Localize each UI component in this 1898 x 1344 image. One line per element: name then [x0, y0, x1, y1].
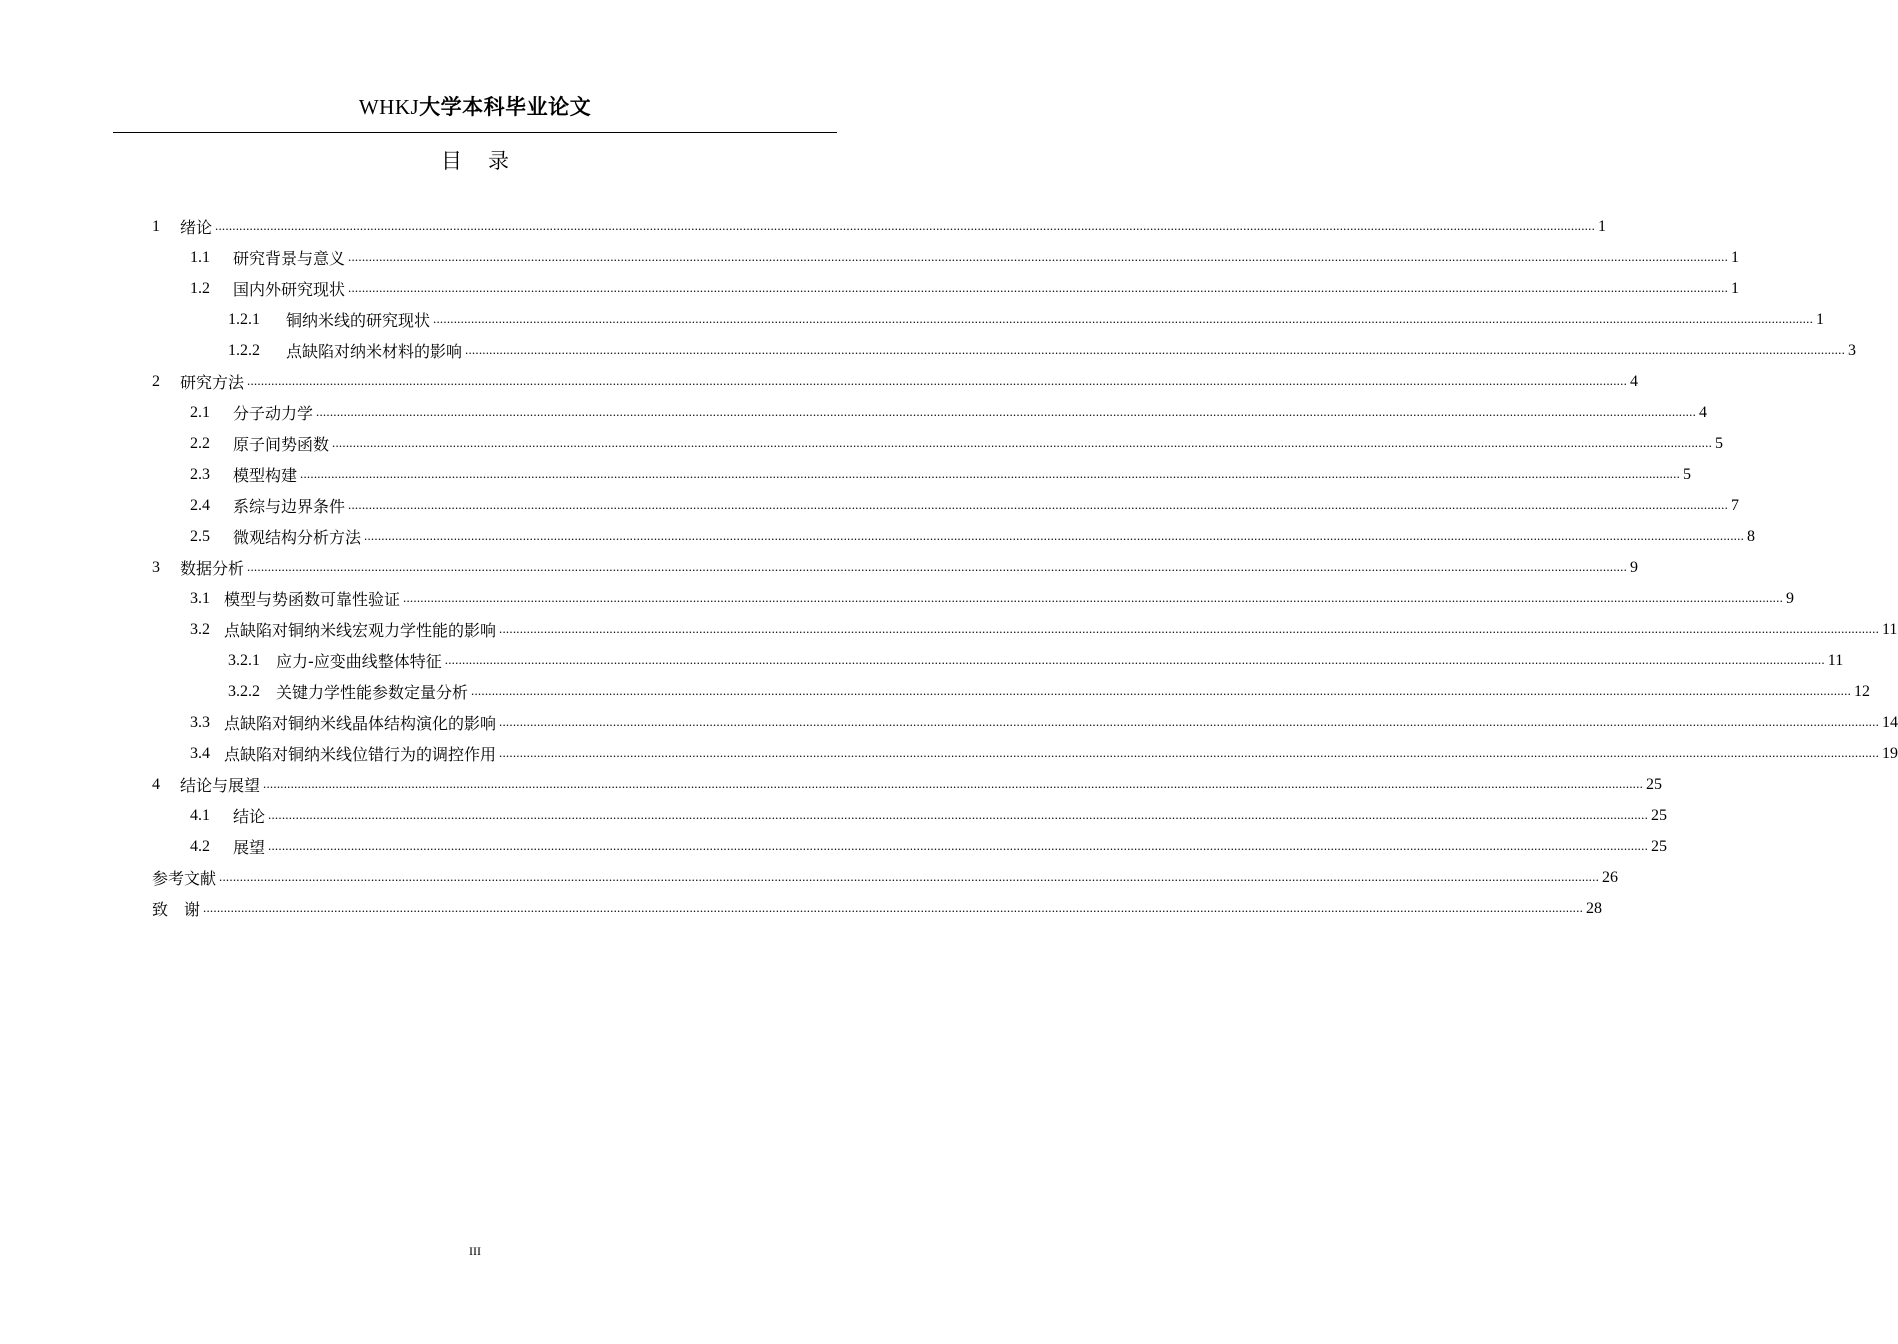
toc-entry-title: 展望	[233, 838, 266, 857]
toc-dot-leader: ................................................................................................................................................................................................................................................................................................................................................................................................................	[364, 527, 1745, 543]
toc-entry-number: 4	[152, 775, 160, 793]
toc-entry-number: 3.2.2	[228, 682, 260, 700]
toc-entry-number: 3.2	[190, 620, 210, 638]
toc-entry-title: 结论	[233, 807, 266, 826]
toc-entry-number: 2	[152, 372, 160, 390]
toc-entry-number: 2.1	[190, 403, 210, 421]
toc-entry-title: 系综与边界条件	[233, 497, 346, 516]
toc-entry-number: 3.2.1	[228, 651, 260, 669]
toc-entry[interactable]	[152, 335, 1857, 366]
toc-entry[interactable]	[152, 490, 1740, 521]
toc-entry[interactable]	[152, 273, 1740, 304]
toc-entry-page: 28	[1586, 899, 1603, 917]
toc-entry-page: 19	[1882, 744, 1898, 762]
toc-dot-leader: ................................................................................................................................................................................................................................................................................................................................................................................................................	[215, 217, 1596, 233]
toc-entry-number: 2.4	[190, 496, 210, 514]
toc-entry-page: 4	[1630, 372, 1639, 390]
toc-entry-page: 25	[1651, 837, 1668, 855]
toc-entry-title: 点缺陷对铜纳米线晶体结构演化的影响	[224, 714, 497, 733]
toc-dot-leader: ................................................................................................................................................................................................................................................................................................................................................................................................................	[268, 806, 1649, 822]
toc-dot-leader: ................................................................................................................................................................................................................................................................................................................................................................................................................	[465, 341, 1846, 357]
toc-entry-page: 1	[1598, 217, 1607, 235]
toc-entry-title: 致 谢	[152, 900, 201, 919]
toc-entry-page: 1	[1731, 279, 1740, 297]
toc-entry[interactable]	[152, 676, 1871, 707]
toc-entry[interactable]	[152, 738, 1898, 769]
running-header	[113, 92, 837, 122]
toc-entry-page: 1	[1816, 310, 1825, 328]
toc-entry-page: 8	[1747, 527, 1756, 545]
toc-entry[interactable]	[152, 242, 1740, 273]
toc-entry-page: 12	[1854, 682, 1871, 700]
toc-entry-number: 1.1	[190, 248, 210, 266]
toc-entry-page: 5	[1683, 465, 1692, 483]
toc-entry-number: 4.1	[190, 806, 210, 824]
toc-dot-leader: ................................................................................................................................................................................................................................................................................................................................................................................................................	[316, 403, 1697, 419]
toc-entry-page: 11	[1827, 651, 1844, 669]
toc-entry-title: 原子间势函数	[233, 435, 330, 454]
table-of-contents	[152, 211, 1898, 924]
toc-entry-title: 参考文献	[152, 869, 217, 888]
toc-dot-leader: ................................................................................................................................................................................................................................................................................................................................................................................................................	[403, 589, 1784, 605]
toc-dot-leader: ................................................................................................................................................................................................................................................................................................................................................................................................................	[268, 837, 1649, 853]
toc-dot-leader: ................................................................................................................................................................................................................................................................................................................................................................................................................	[348, 279, 1729, 295]
toc-entry[interactable]	[152, 707, 1898, 738]
toc-entry-page: 3	[1848, 341, 1857, 359]
toc-entry-title: 国内外研究现状	[233, 280, 346, 299]
toc-entry[interactable]	[152, 459, 1692, 490]
toc-entry-page: 7	[1731, 496, 1740, 514]
toc-entry-page: 14	[1882, 713, 1898, 731]
toc-entry[interactable]	[152, 211, 1607, 242]
toc-entry-number: 3.4	[190, 744, 210, 762]
header-title: 大学本科毕业论文	[419, 95, 592, 119]
toc-entry-page: 4	[1699, 403, 1708, 421]
toc-entry-title: 关键力学性能参数定量分析	[276, 683, 469, 702]
toc-entry[interactable]	[152, 831, 1668, 862]
toc-dot-leader: ................................................................................................................................................................................................................................................................................................................................................................................................................	[263, 775, 1644, 791]
toc-entry[interactable]	[152, 397, 1708, 428]
toc-entry-page: 26	[1602, 868, 1619, 886]
toc-dot-leader: ................................................................................................................................................................................................................................................................................................................................................................................................................	[433, 310, 1814, 326]
toc-dot-leader: ................................................................................................................................................................................................................................................................................................................................................................................................................	[471, 682, 1852, 698]
toc-entry[interactable]	[152, 304, 1825, 335]
toc-entry-number: 2.5	[190, 527, 210, 545]
toc-entry[interactable]	[152, 366, 1639, 397]
toc-dot-leader: ................................................................................................................................................................................................................................................................................................................................................................................................................	[348, 248, 1729, 264]
toc-entry-title: 数据分析	[180, 559, 245, 578]
toc-entry[interactable]	[152, 800, 1668, 831]
toc-entry-number: 2.2	[190, 434, 210, 452]
toc-entry-title: 点缺陷对纳米材料的影响	[286, 342, 463, 361]
toc-entry-number: 3.1	[190, 589, 210, 607]
toc-entry-title: 模型与势函数可靠性验证	[224, 590, 401, 609]
toc-dot-leader: ................................................................................................................................................................................................................................................................................................................................................................................................................	[300, 465, 1681, 481]
toc-entry-page: 25	[1646, 775, 1663, 793]
toc-entry-number: 1.2.2	[228, 341, 260, 359]
toc-dot-leader: ................................................................................................................................................................................................................................................................................................................................................................................................................	[499, 744, 1880, 760]
toc-entry-title: 分子动力学	[233, 404, 314, 423]
toc-entry-page: 11	[1882, 620, 1898, 638]
toc-entry-title: 微观结构分析方法	[233, 528, 362, 547]
toc-entry-title: 铜纳米线的研究现状	[286, 311, 431, 330]
toc-entry[interactable]	[152, 769, 1663, 800]
page-number: III	[469, 1244, 481, 1258]
toc-entry-number: 2.3	[190, 465, 210, 483]
toc-entry-number: 3	[152, 558, 160, 576]
toc-entry-title: 研究方法	[180, 373, 245, 392]
toc-entry-page: 9	[1630, 558, 1639, 576]
toc-entry-title: 点缺陷对铜纳米线位错行为的调控作用	[224, 745, 497, 764]
toc-entry-number: 1	[152, 217, 160, 235]
toc-entry[interactable]	[152, 428, 1724, 459]
toc-entry-page: 25	[1651, 806, 1668, 824]
toc-entry-number: 1.2	[190, 279, 210, 297]
toc-entry-number: 3.3	[190, 713, 210, 731]
toc-entry-page: 9	[1786, 589, 1795, 607]
toc-dot-leader: ................................................................................................................................................................................................................................................................................................................................................................................................................	[219, 868, 1600, 884]
toc-entry-title: 模型构建	[233, 466, 298, 485]
toc-dot-leader: ................................................................................................................................................................................................................................................................................................................................................................................................................	[348, 496, 1729, 512]
toc-entry[interactable]	[152, 583, 1795, 614]
toc-entry[interactable]	[152, 614, 1898, 645]
toc-entry-title: 绪论	[180, 218, 213, 237]
toc-entry[interactable]	[152, 521, 1756, 552]
page-title: 目录	[441, 149, 535, 173]
toc-entry-page: 1	[1731, 248, 1740, 266]
toc-dot-leader: ................................................................................................................................................................................................................................................................................................................................................................................................................	[444, 651, 1825, 667]
toc-dot-leader: ................................................................................................................................................................................................................................................................................................................................................................................................................	[332, 434, 1713, 450]
toc-entry[interactable]	[152, 893, 1603, 924]
header-latin: WHKJ	[358, 95, 420, 119]
toc-entry-number: 4.2	[190, 837, 210, 855]
toc-entry[interactable]	[152, 645, 1844, 676]
header-rule	[113, 132, 837, 133]
toc-entry-title: 结论与展望	[180, 776, 261, 795]
toc-entry-title: 点缺陷对铜纳米线宏观力学性能的影响	[224, 621, 497, 640]
toc-dot-leader: ................................................................................................................................................................................................................................................................................................................................................................................................................	[203, 899, 1584, 915]
toc-entry-title: 应力-应变曲线整体特征	[276, 652, 442, 671]
toc-dot-leader: ................................................................................................................................................................................................................................................................................................................................................................................................................	[247, 372, 1628, 388]
toc-dot-leader: ................................................................................................................................................................................................................................................................................................................................................................................................................	[499, 620, 1880, 636]
toc-entry-title: 研究背景与意义	[233, 249, 346, 268]
toc-dot-leader: ................................................................................................................................................................................................................................................................................................................................................................................................................	[247, 558, 1628, 574]
toc-entry-number: 1.2.1	[228, 310, 260, 328]
toc-dot-leader: ................................................................................................................................................................................................................................................................................................................................................................................................................	[499, 713, 1880, 729]
toc-entry[interactable]	[152, 552, 1639, 583]
toc-entry[interactable]	[152, 862, 1619, 893]
toc-entry-page: 5	[1715, 434, 1724, 452]
